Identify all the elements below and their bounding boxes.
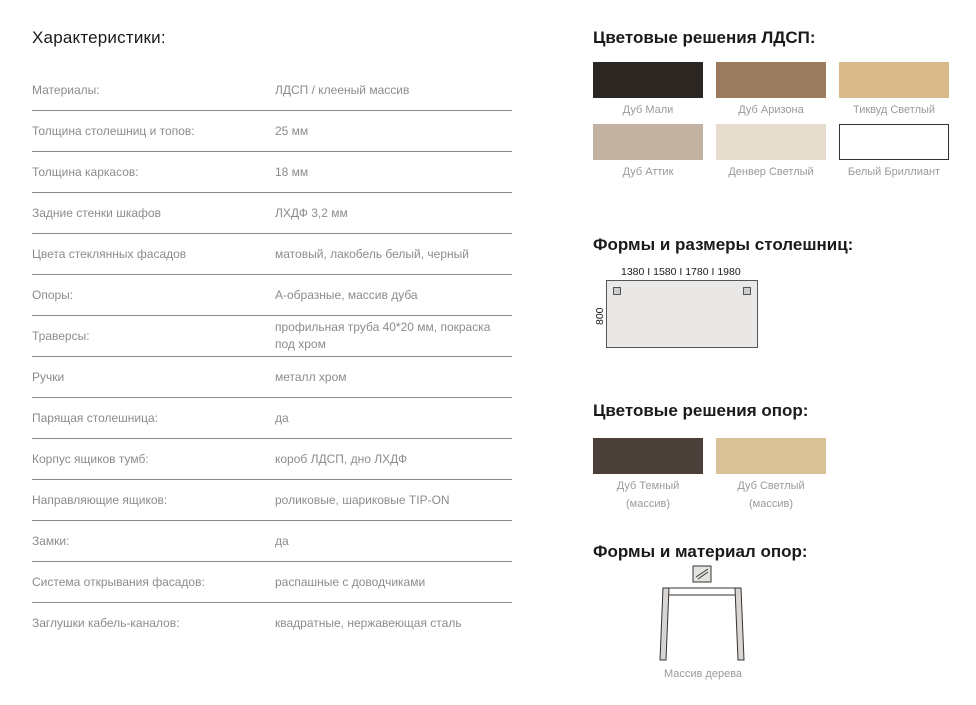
characteristics-section — [32, 28, 512, 643]
swatch-label: Тиквуд Светлый — [852, 104, 936, 116]
tabletop-widths: 1380 I 1580 I 1780 I 1980 — [621, 266, 741, 278]
spec-row — [32, 398, 512, 439]
spec-row — [32, 521, 512, 562]
support-swatch[interactable] — [716, 438, 826, 513]
spec-table — [32, 70, 512, 643]
spec-value: короб ЛДСП, дно ЛХДФ — [275, 451, 408, 466]
spec-row — [32, 152, 512, 193]
tabletop-shape — [606, 280, 758, 348]
spec-value: А-образные, массив дуба — [275, 287, 418, 302]
spec-label: Цвета стеклянных фасадов — [32, 247, 187, 261]
spec-row — [32, 357, 512, 398]
support-colors-title: Цветовые решения опор: — [593, 401, 809, 420]
spec-value: 25 мм — [275, 123, 309, 138]
swatch-color-box — [716, 124, 826, 160]
spec-label: Траверсы: — [32, 329, 90, 343]
swatch-label: Денвер Светлый — [728, 166, 814, 178]
swatch-color-box — [839, 124, 949, 160]
swatch-color-box — [839, 62, 949, 98]
spec-value: да — [275, 533, 289, 548]
leg-marker-right — [743, 287, 751, 295]
swatch-sublabel: (массив) — [626, 498, 670, 510]
spec-row — [32, 70, 512, 111]
ldsp-swatch[interactable] — [839, 124, 949, 181]
spec-row — [32, 480, 512, 521]
spec-value: да — [275, 410, 289, 425]
spec-label: Толщина каркасов: — [32, 165, 139, 179]
swatch-label: Дуб Мали — [622, 104, 674, 116]
spec-value: распашные с доводчиками — [275, 574, 426, 589]
spec-row — [32, 111, 512, 152]
characteristics-title: Характеристики: — [32, 28, 166, 47]
spec-label: Направляющие ящиков: — [32, 493, 168, 507]
support-swatch[interactable] — [593, 438, 703, 513]
spec-label: Ручки — [32, 370, 65, 384]
spec-value: профильная труба 40*20 мм, покраска под хром — [275, 320, 491, 351]
spec-label: Опоры: — [32, 288, 74, 302]
spec-value: матовый, лакобель белый, черный — [275, 246, 469, 261]
ldsp-swatch[interactable] — [593, 62, 703, 119]
ldsp-swatch[interactable] — [839, 62, 949, 119]
a-leg-drawing — [659, 564, 745, 662]
swatch-label: Дуб Аттик — [622, 166, 674, 178]
spec-label: Корпус ящиков тумб: — [32, 452, 149, 466]
spec-label: Задние стенки шкафов — [32, 206, 161, 220]
tabletop-title: Формы и размеры столешниц: — [593, 235, 854, 254]
support-form-title: Формы и материал опор: — [593, 542, 808, 561]
spec-row — [32, 316, 512, 357]
swatch-color-box — [593, 124, 703, 160]
swatch-label: Дуб Светлый — [737, 480, 805, 492]
spec-label: Материалы: — [32, 83, 100, 97]
swatch-color-box — [716, 438, 826, 474]
spec-value: 18 мм — [275, 164, 309, 179]
leg-marker-left — [613, 287, 621, 295]
swatch-color-box — [716, 62, 826, 98]
spec-value: металл хром — [275, 369, 347, 384]
spec-row — [32, 234, 512, 275]
support-form-caption: Массив дерева — [663, 668, 743, 680]
spec-label: Система открывания фасадов: — [32, 575, 205, 589]
swatch-sublabel: (массив) — [749, 498, 793, 510]
tabletop-depth: 800 — [594, 307, 606, 325]
spec-label: Толщина столешниц и топов: — [32, 124, 195, 138]
swatch-color-box — [593, 62, 703, 98]
spec-row — [32, 193, 512, 234]
spec-label: Парящая столешница: — [32, 411, 158, 425]
spec-value: ЛДСП / клееный массив — [275, 82, 410, 97]
ldsp-swatch[interactable] — [593, 124, 703, 181]
ldsp-swatch[interactable] — [716, 62, 826, 119]
spec-row — [32, 275, 512, 316]
ldsp-colors-title: Цветовые решения ЛДСП: — [593, 28, 816, 47]
spec-value: ЛХДФ 3,2 мм — [275, 205, 348, 220]
swatch-label: Белый Бриллиант — [847, 166, 941, 178]
spec-value: квадратные, нержавеющая сталь — [275, 615, 462, 630]
spec-row — [32, 603, 512, 643]
spec-label: Заглушки кабель-каналов: — [32, 616, 180, 630]
spec-label: Замки: — [32, 534, 70, 548]
spec-row — [32, 439, 512, 480]
swatch-color-box — [593, 438, 703, 474]
spec-value: роликовые, шариковые TIP-ON — [275, 492, 450, 507]
swatch-label: Дуб Темный — [616, 480, 680, 492]
swatch-label: Дуб Аризона — [738, 104, 804, 116]
spec-row — [32, 562, 512, 603]
ldsp-swatch[interactable] — [716, 124, 826, 181]
